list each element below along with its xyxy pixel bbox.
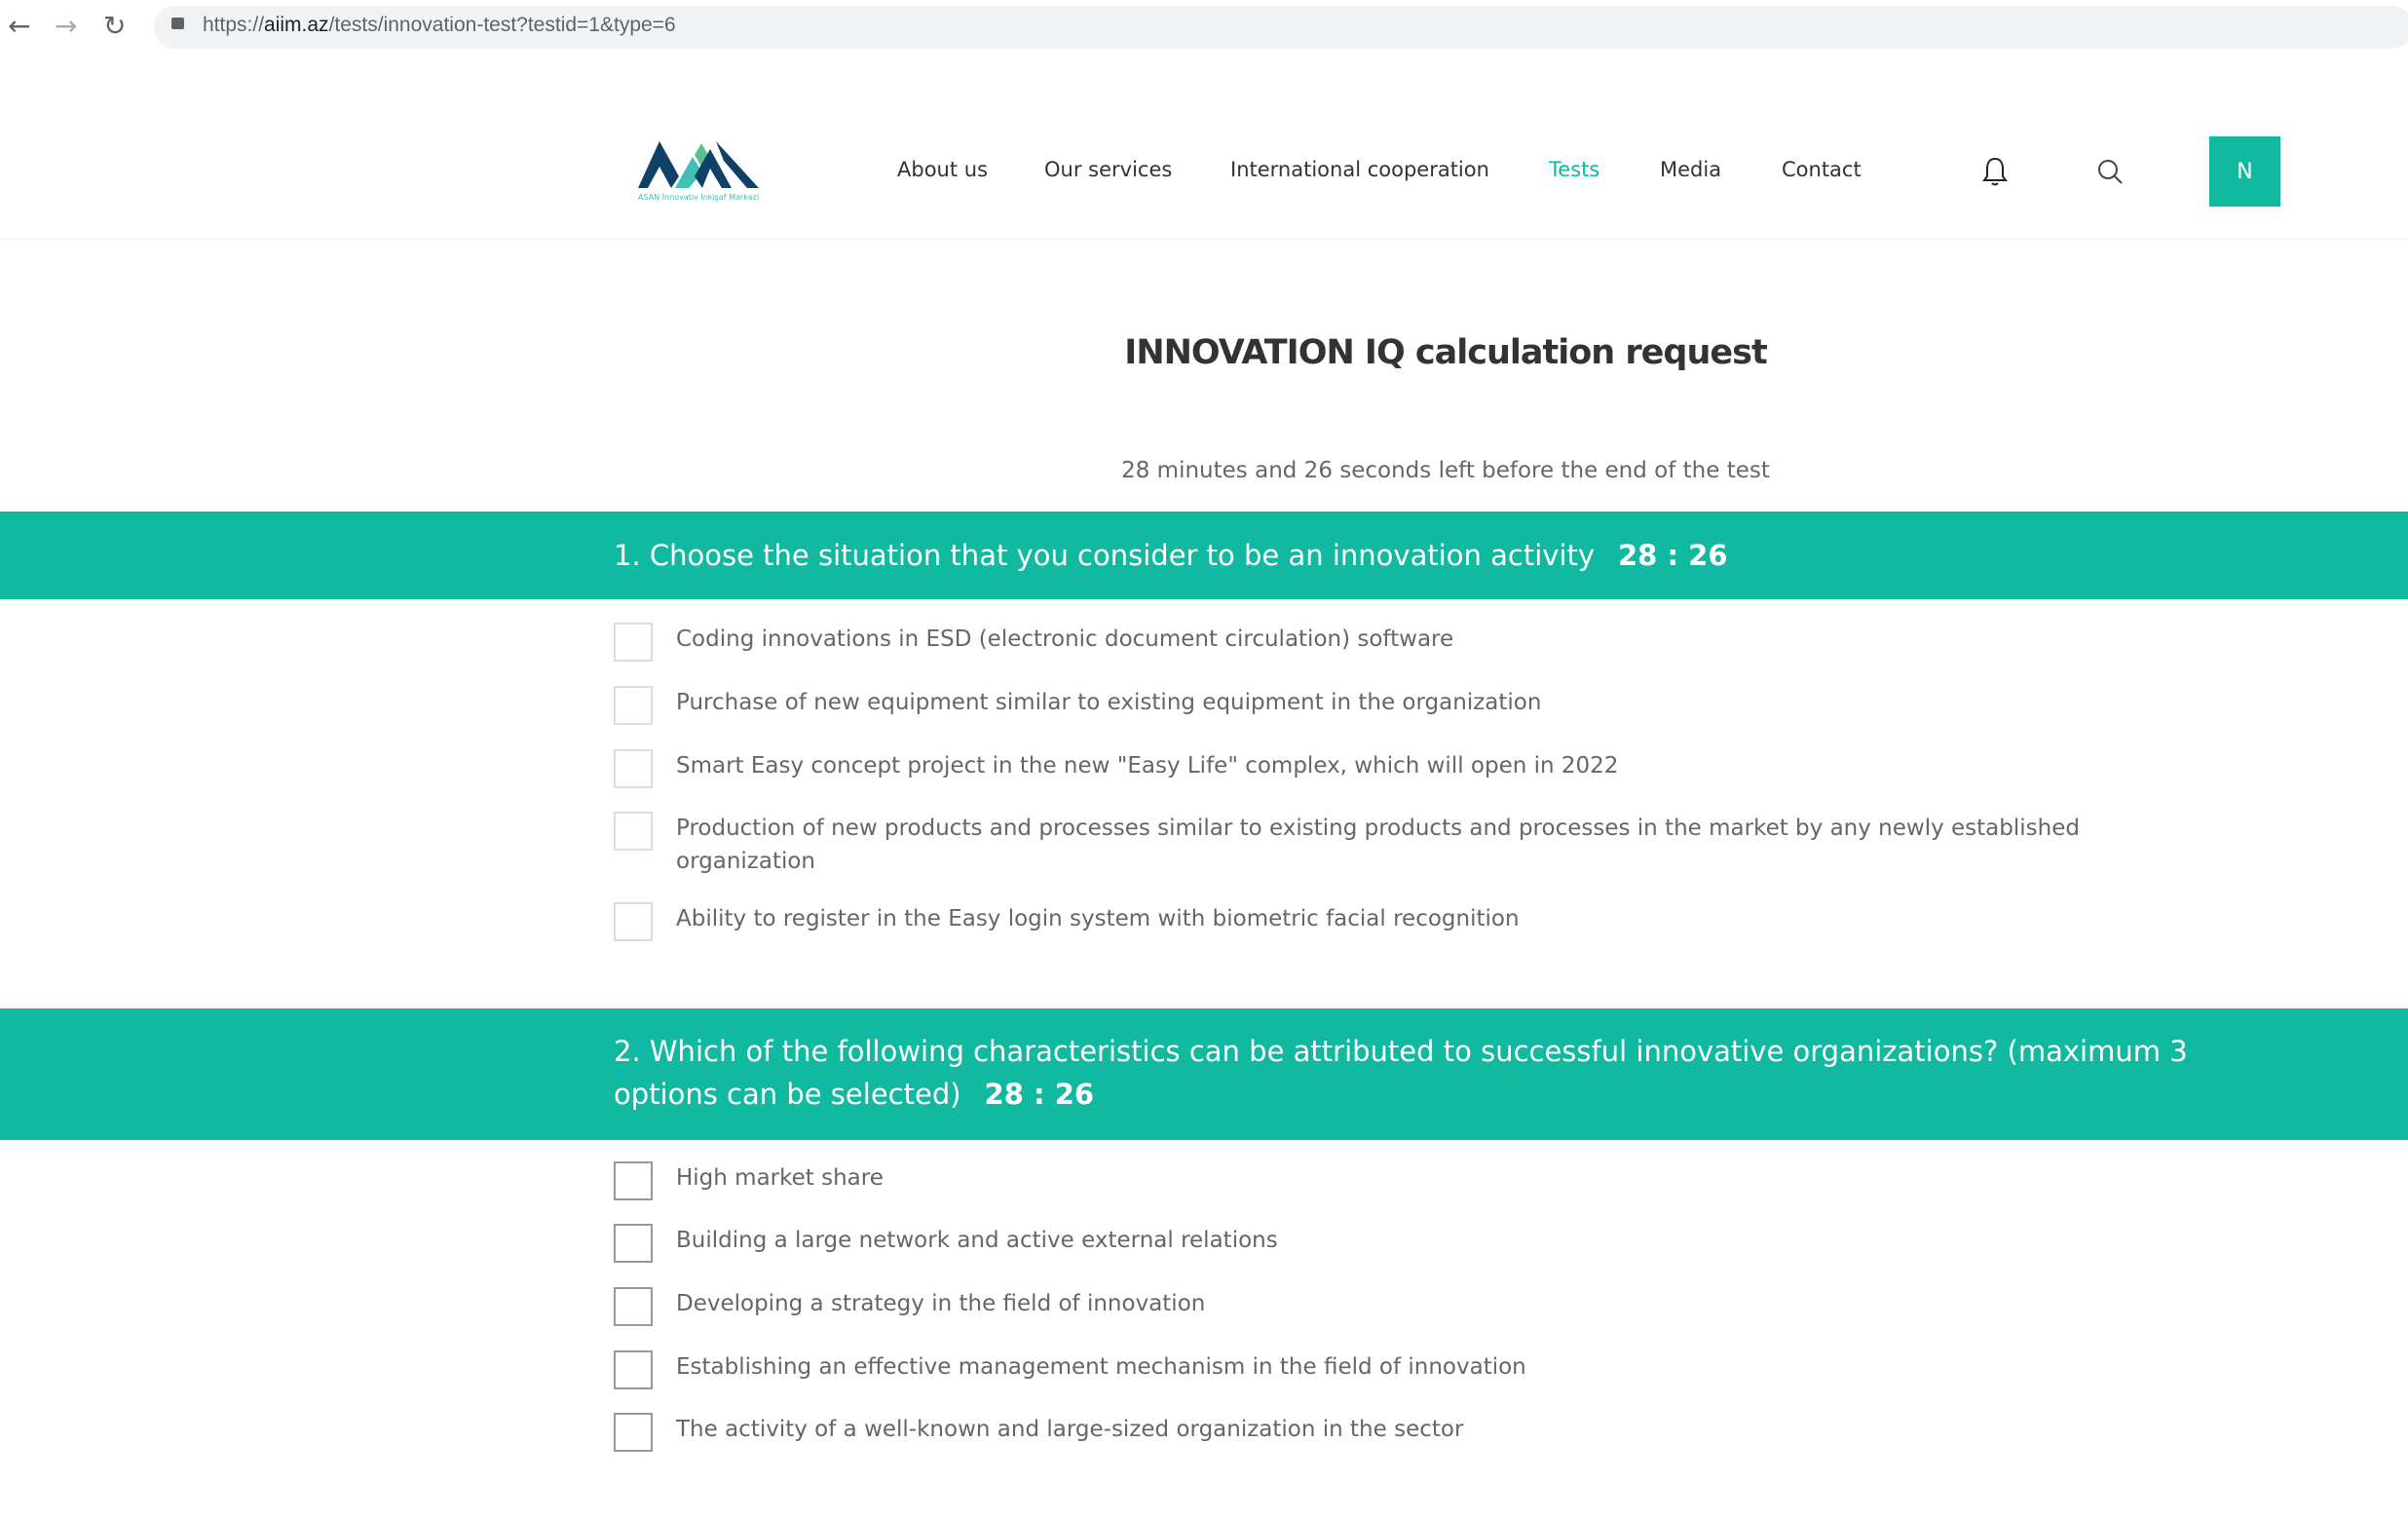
url-text[interactable]: https://aiim.az/tests/innovation-test?testid=1&type=6 [203,14,676,36]
nav-contact[interactable]: Contact [1782,158,1862,181]
checkbox[interactable] [614,749,653,788]
user-avatar-button[interactable]: N [2209,136,2280,207]
header-divider [0,239,2408,240]
back-icon[interactable]: ← [8,10,31,42]
option[interactable]: The activity of a well-known and large-sized organization in the sector [614,1413,2221,1452]
checkbox[interactable] [614,812,653,851]
svg-text:ASAN İnnovativ İnkişaf Mərkəzi: ASAN İnnovativ İnkişaf Mərkəzi [638,193,759,202]
reload-icon[interactable]: ↻ [103,10,127,42]
option[interactable]: Production of new products and processes similar to existing products and processes in the market by any newly established organization [614,812,2221,878]
option[interactable]: Smart Easy concept project in the new "Easy Life" complex, which will open in 2022 [614,749,2221,788]
option[interactable]: Ability to register in the Easy login system with biometric facial recognition [614,902,2221,941]
option[interactable]: Developing a strategy in the field of innovation [614,1287,2221,1326]
lock-icon [171,18,184,29]
checkbox[interactable] [614,1413,653,1452]
question-2-header: 2. Which of the following characteristics can be attributed to successful innovative organizations? (maximum 3 options can be selected) 28 : 26 [0,1008,2408,1140]
checkbox[interactable] [614,1287,653,1326]
bell-icon[interactable] [1981,156,2009,191]
checkbox[interactable] [614,1224,653,1263]
forward-icon[interactable]: → [55,10,78,42]
checkbox[interactable] [614,1350,653,1389]
checkbox[interactable] [614,623,653,662]
time-remaining: 28 minutes and 26 seconds left before the end of the test [1121,458,1770,483]
nav-international-cooperation[interactable]: International cooperation [1230,158,1489,181]
option[interactable]: High market share [614,1161,2221,1200]
nav-tests[interactable]: Tests [1549,158,1600,181]
logo[interactable] [638,141,759,206]
option[interactable]: Establishing an effective management mechanism in the field of innovation [614,1350,2221,1389]
checkbox[interactable] [614,902,653,941]
nav-about-us[interactable]: About us [897,158,989,181]
page-title: INNOVATION IQ calculation request [1124,333,1767,372]
option[interactable]: Building a large network and active external relations [614,1224,2221,1263]
search-icon[interactable] [2096,158,2124,189]
checkbox[interactable] [614,686,653,725]
question-1-header: 1. Choose the situation that you consider to be an innovation activity 28 : 26 [0,512,2408,599]
nav-our-services[interactable]: Our services [1044,158,1173,181]
nav-media[interactable]: Media [1660,158,1722,181]
option[interactable]: Coding innovations in ESD (electronic document circulation) software [614,623,2221,662]
option[interactable]: Purchase of new equipment similar to existing equipment in the organization [614,686,2221,725]
checkbox[interactable] [614,1161,653,1200]
